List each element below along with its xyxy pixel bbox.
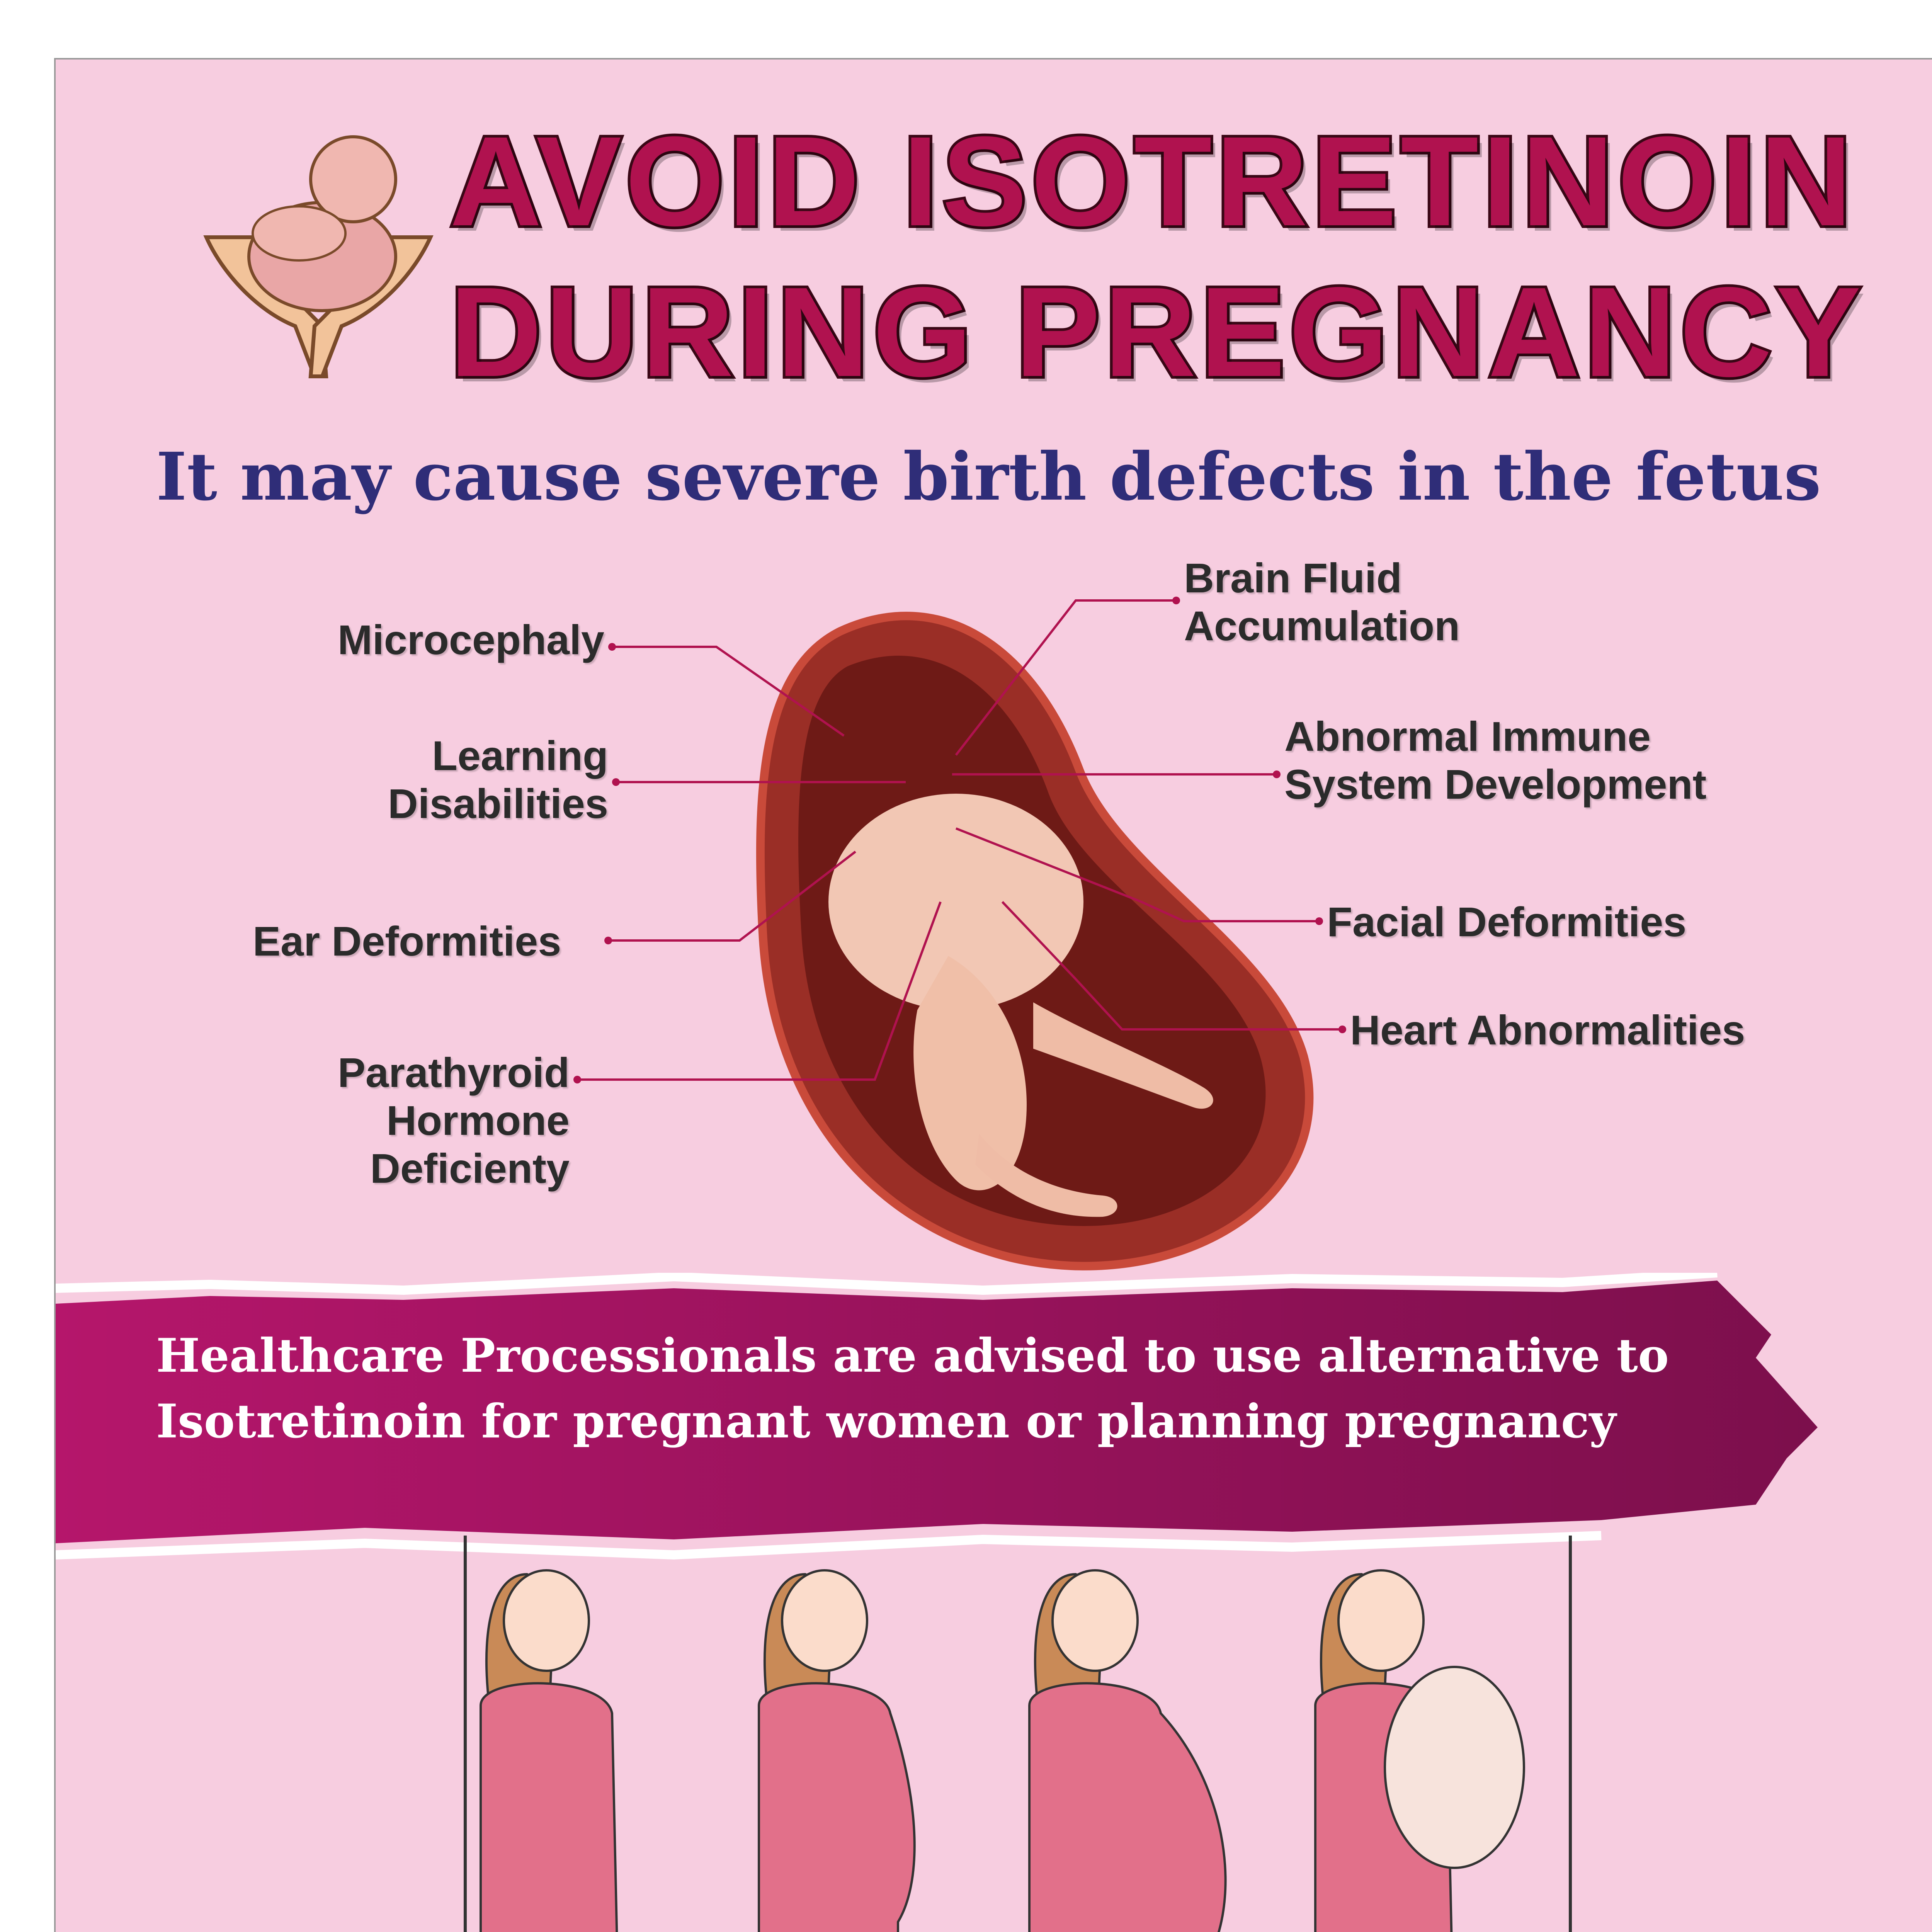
title-line-2: DURING PREGNANCY [450,260,1865,403]
label-ear-deformities [253,917,561,965]
label-heart [1350,1006,1745,1054]
label-learning-line-2: Disabilities [388,780,608,827]
label-microcephaly-text: Microcephaly [337,616,604,663]
advisory-line-1: Healthcare Processionals are advised to use alternative to [156,1328,1669,1383]
label-parathyroid-line-2: Hormone [386,1097,570,1144]
label-learning-disabilities [249,732,608,828]
subtitle: It may cause severe birth defects in the fetus [156,438,1821,515]
label-immune-line-1: Abnormal Immune [1284,713,1651,760]
label-brain-line-2: Accumulation [1184,602,1460,649]
label-parathyroid [249,1049,570,1192]
label-microcephaly [249,616,604,664]
label-immune-line-2: System Development [1284,761,1707,808]
advisory-text [156,1323,1779,1454]
label-heart-text: Heart Abnormalities [1350,1007,1745,1053]
label-facial [1327,898,1686,946]
label-immune [1284,713,1706,808]
pregnancy-stages-illustration [457,1536,1578,1932]
label-ear-text: Ear Deformities [253,918,561,964]
label-parathyroid-line-1: Parathyroid [337,1049,570,1096]
label-facial-text: Facial Deformities [1327,898,1687,945]
label-parathyroid-line-3: Deficienty [370,1145,570,1192]
label-learning-line-1: Learning [432,732,608,779]
poster [54,58,1932,1932]
title-line-1: AVOID ISOTRETINOIN [450,110,1856,252]
label-brain-fluid [1184,554,1460,650]
advisory-line-2: Isotretinoin for pregnant women or planning pregnancy [156,1394,1616,1449]
label-brain-line-1: Brain Fluid [1184,554,1402,601]
